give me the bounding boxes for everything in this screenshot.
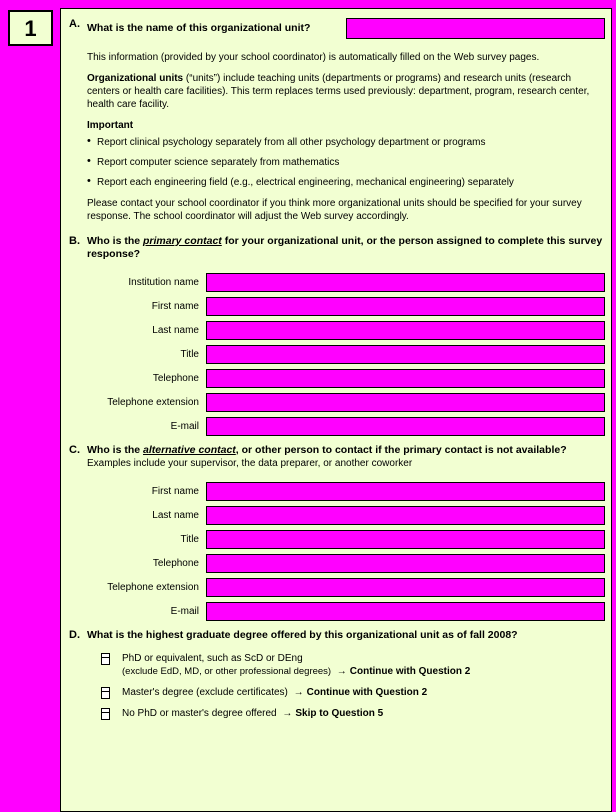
primary-email-input[interactable]	[206, 417, 605, 436]
option-text	[122, 707, 383, 720]
info-paragraph-1: This information (provided by your school coordinator) is automatically filled on the Web survey pages.	[87, 52, 540, 63]
form-panel	[60, 8, 612, 812]
section-a-question: What is the name of this organizational unit?	[87, 22, 311, 34]
field-row	[87, 506, 605, 525]
bullet-icon: •	[87, 155, 91, 167]
section-b-question	[87, 235, 605, 261]
page-number-text: 1	[24, 15, 37, 41]
primary-telephone-input[interactable]	[206, 369, 605, 388]
bullet-item	[87, 176, 605, 189]
section-c-letter: C.	[69, 444, 80, 456]
option-label: No PhD or master's degree offered	[122, 708, 280, 719]
field-row	[87, 297, 605, 316]
section-c-question-mid: , or other person to contact if the primary contact is not available?	[235, 444, 567, 456]
primary-first-name-input[interactable]	[206, 297, 605, 316]
section-a-letter: A.	[69, 18, 80, 30]
section-c	[67, 444, 605, 621]
section-d-letter: D.	[69, 629, 80, 641]
field-row	[87, 321, 605, 340]
alt-first-name-input[interactable]	[206, 482, 605, 501]
primary-first-name-label: First name	[151, 301, 199, 312]
institution-name-label: Institution name	[128, 277, 199, 288]
option-action: Continue with Question 2	[306, 687, 428, 698]
primary-contact-fields	[87, 273, 605, 436]
primary-telephone-ext-label: Telephone extension	[107, 397, 199, 408]
org-units-definition: (“units”) include teaching units (departments or programs) and research units (research centers or health care facilities). This term replaces terms used previously: department, program, research center, health care facility.	[87, 73, 590, 110]
field-row	[87, 393, 605, 412]
alt-title-input[interactable]	[206, 530, 605, 549]
section-b-letter: B.	[69, 235, 80, 247]
alt-telephone-ext-input[interactable]	[206, 578, 605, 597]
degree-options	[87, 652, 605, 720]
institution-name-input[interactable]	[206, 273, 605, 292]
checkbox-icon[interactable]	[101, 687, 110, 699]
alt-email-label: E-mail	[170, 606, 199, 617]
field-row	[87, 369, 605, 388]
section-d-question: What is the highest graduate degree offered by this organizational unit as of fall 2008?	[87, 629, 518, 641]
checkbox-icon[interactable]	[101, 708, 110, 720]
option-masters	[101, 686, 605, 699]
unit-name-input[interactable]	[346, 18, 605, 39]
alt-email-input[interactable]	[206, 602, 605, 621]
alt-first-name-label: First name	[151, 486, 199, 497]
section-a	[67, 18, 605, 223]
bullet-text: Report each engineering field (e.g., electrical engineering, mechanical engineering) separately	[97, 177, 514, 188]
primary-title-label: Title	[180, 349, 199, 360]
field-row	[87, 482, 605, 501]
option-text	[122, 686, 427, 699]
section-c-question-pre: Who is the	[87, 444, 143, 456]
checkbox-icon[interactable]	[101, 653, 110, 665]
field-row	[87, 530, 605, 549]
bullet-item	[87, 156, 605, 169]
primary-telephone-ext-input[interactable]	[206, 393, 605, 412]
important-label: Important	[87, 120, 134, 131]
option-text	[122, 652, 470, 678]
alt-telephone-label: Telephone	[152, 558, 199, 569]
field-row	[87, 417, 605, 436]
section-a-question-row	[87, 18, 605, 39]
field-row	[87, 602, 605, 621]
alt-last-name-label: Last name	[152, 510, 199, 521]
arrow-icon: →	[336, 666, 347, 677]
option-action: Continue with Question 2	[349, 666, 471, 677]
section-b	[67, 235, 605, 436]
info-paragraph-2	[87, 72, 605, 111]
bullet-icon: •	[87, 135, 91, 147]
alt-telephone-ext-label: Telephone extension	[107, 582, 199, 593]
bullet-text: Report computer science separately from mathematics	[97, 157, 340, 168]
field-row	[87, 554, 605, 573]
important-bullets	[87, 136, 605, 189]
primary-title-input[interactable]	[206, 345, 605, 364]
alt-title-label: Title	[180, 534, 199, 545]
field-row	[87, 273, 605, 292]
field-row	[87, 345, 605, 364]
page-number	[8, 10, 53, 46]
bullet-text: Report clinical psychology separately from all other psychology department or programs	[97, 137, 486, 148]
option-sublabel: (exclude EdD, MD, or other professional degrees)	[122, 666, 334, 677]
field-row	[87, 578, 605, 597]
primary-last-name-label: Last name	[152, 325, 199, 336]
primary-last-name-input[interactable]	[206, 321, 605, 340]
bullet-icon: •	[87, 175, 91, 187]
section-b-question-post: for your organizational unit, or the person assigned to complete this survey response?	[87, 235, 603, 260]
section-d	[67, 629, 605, 720]
option-none	[101, 707, 605, 720]
alternative-contact-term: alternative contact	[143, 444, 236, 456]
section-b-question-pre: Who is the	[87, 235, 143, 247]
org-units-term: Organizational units	[87, 73, 184, 84]
alt-last-name-input[interactable]	[206, 506, 605, 525]
primary-telephone-label: Telephone	[152, 373, 199, 384]
alt-telephone-input[interactable]	[206, 554, 605, 573]
info-paragraph-3: Please contact your school coordinator if you think more organizational units should be specified for your survey response. The school coordinator will adjust the Web survey accordingly.	[87, 198, 582, 222]
primary-contact-term: primary contact	[143, 235, 222, 247]
arrow-icon: →	[282, 708, 293, 719]
option-phd	[101, 652, 605, 678]
option-label: Master's degree (exclude certificates)	[122, 687, 291, 698]
arrow-icon: →	[293, 687, 304, 698]
section-c-question	[87, 444, 605, 470]
primary-email-label: E-mail	[170, 421, 199, 432]
bullet-item	[87, 136, 605, 149]
option-action: Skip to Question 5	[295, 708, 384, 719]
alternative-contact-fields	[87, 482, 605, 621]
section-c-question-examples: Examples include your supervisor, the data preparer, or another coworker	[87, 458, 413, 469]
option-label: PhD or equivalent, such as ScD or DEng	[122, 653, 303, 664]
